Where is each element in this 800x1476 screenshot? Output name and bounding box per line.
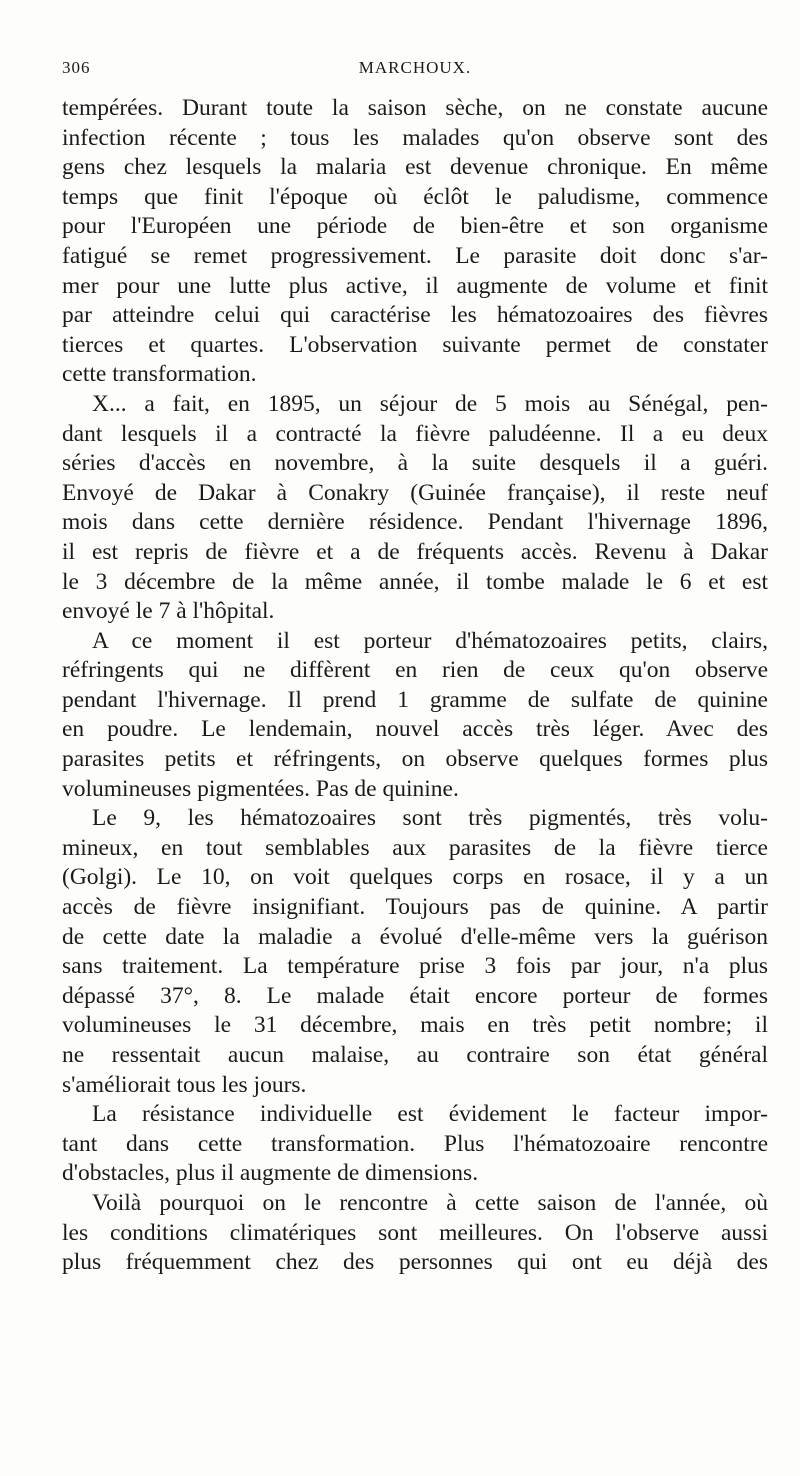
running-head <box>62 58 768 82</box>
text-line: mois dans cette dernière résidence. Pendant l'hivernage 1896, <box>62 509 768 536</box>
text-line: dant lesquels il a contracté la fièvre paludéenne. Il a eu deux <box>62 420 768 447</box>
text-line: tant dans cette transformation. Plus l'hématozoaire rencontre <box>62 1130 768 1157</box>
text-line: infection récente ; tous les malades qu'on observe sont des <box>62 124 768 151</box>
text-line: Voilà pourquoi on le rencontre à cette saison de l'année, où <box>92 1189 768 1216</box>
text-line: il est repris de fièvre et a de fréquents accès. Revenu à Dakar <box>62 538 768 565</box>
text-line: temps que finit l'époque où éclôt le paludisme, commence <box>62 183 768 210</box>
text-line: les conditions climatériques sont meilleures. On l'observe aussi <box>62 1219 768 1246</box>
text-line: d'obstacles, plus il augmente de dimensions. <box>62 1160 479 1187</box>
text-line: envoyé le 7 à l'hôpital. <box>62 598 275 625</box>
text-line: mer pour une lutte plus active, il augmente de volume et finit <box>62 272 768 299</box>
text-line: volumineuses pigmentées. Pas de quinine. <box>62 775 459 802</box>
text-line: ne ressentait aucun malaise, au contraire son état général <box>62 1042 768 1068</box>
text-line: réfringents qui ne diffèrent en rien de ceux qu'on observe <box>62 657 768 684</box>
text-line: mineux, en tout semblables aux parasites de la fièvre tierce <box>62 834 768 861</box>
text-line: séries d'accès en novembre, à la suite desquels il a guéri. <box>62 450 768 477</box>
body-text <box>62 94 768 1278</box>
text-line: volumineuses le 31 décembre, mais en très petit nombre; il <box>62 1012 768 1039</box>
text-line: cette transformation. <box>62 361 257 388</box>
text-line: par atteindre celui qui caractérise les hématozoaires des fièvres <box>62 302 768 329</box>
text-line: fatigué se remet progressivement. Le parasite doit donc s'ar- <box>62 242 768 269</box>
text-line: s'améliorait tous les jours. <box>62 1071 307 1098</box>
text-line: en poudre. Le lendemain, nouvel accès très léger. Avec des <box>62 716 768 743</box>
running-title: MARCHOUX. <box>358 58 472 77</box>
text-line: tempérées. Durant toute la saison sèche, on ne constate aucune <box>62 95 768 121</box>
text-line: de cette date la maladie a évolué d'elle-même vers la guérison <box>62 923 768 950</box>
text-line: le 3 décembre de la même année, il tombe malade le 6 et est <box>62 568 768 595</box>
text-line: sans traitement. La température prise 3 fois par jour, n'a plus <box>62 953 768 980</box>
page-number: 306 <box>62 58 91 77</box>
text-line: (Golgi). Le 10, on voit quelques corps en rosace, il y a un <box>62 864 768 891</box>
text-line: gens chez lesquels la malaria est devenue chronique. En même <box>62 154 768 181</box>
text-line: pendant l'hivernage. Il prend 1 gramme de sulfate de quinine <box>62 686 768 713</box>
text-line: accès de fièvre insignifiant. Toujours pas de quinine. A partir <box>62 894 768 921</box>
text-line: pour l'Européen une période de bien-être et son organisme <box>62 213 768 240</box>
text-line: tierces et quartes. L'observation suivante permet de constater <box>62 331 768 358</box>
text-line: Le 9, les hématozoaires sont très pigmentés, très volu- <box>92 805 768 832</box>
text-line: Envoyé de Dakar à Conakry (Guinée française), il reste neuf <box>62 479 768 506</box>
text-line: plus fréquemment chez des personnes qui ont eu déjà des <box>62 1249 768 1276</box>
text-line: La résistance individuelle est évidement le facteur impor- <box>92 1101 768 1128</box>
text-line: X... a fait, en 1895, un séjour de 5 mois au Sénégal, pen- <box>92 390 768 417</box>
text-line: dépassé 37°, 8. Le malade était encore porteur de formes <box>62 982 768 1009</box>
text-line: A ce moment il est porteur d'hématozoaires petits, clairs, <box>92 627 768 654</box>
text-line: parasites petits et réfringents, on observe quelques formes plus <box>62 746 768 773</box>
